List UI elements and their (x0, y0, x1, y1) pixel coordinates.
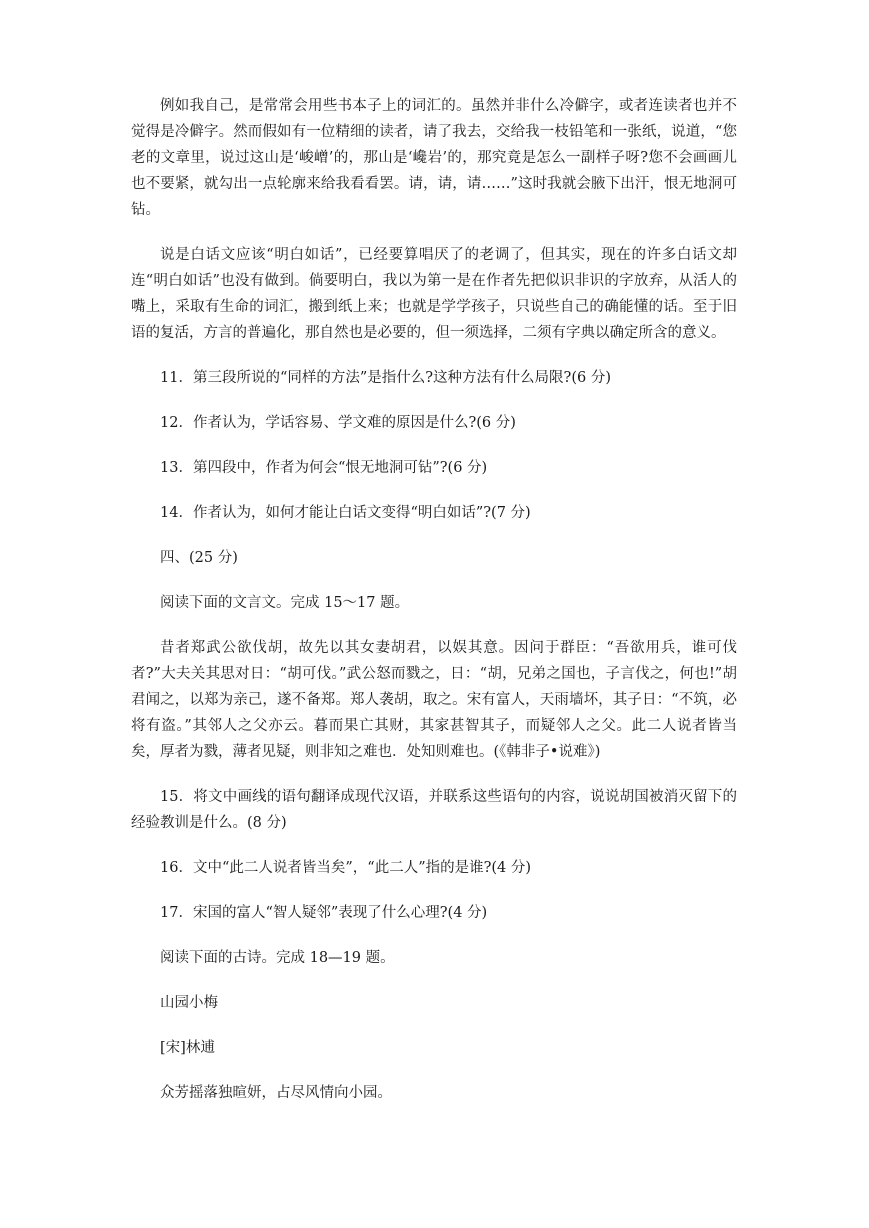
passage-paragraph-1: 例如我自己，是常常会用些书本子上的词汇的。虽然并非什么冷僻字，或者连读者也并不觉得是冷僻字。然而假如有一位精细的读者，请了我去，交给我一枝铅笔和一张纸，说道，“您老的文章里，说过这山是‘峻嶒’的，那山是‘巉岩’的，那究竟是怎么一副样子呀?您不会画画儿也不要紧，就勾出一点轮廓来给我看看罢。请，请，请……”这时我就会腋下出汗，恨无地洞可钻。 (131, 98, 737, 218)
passage-paragraph-2: 说是白话文应该“明白如话”，已经要算唱厌了的老调了，但其实，现在的许多白话文却连“明白如话”也没有做到。倘要明白，我以为第一是在作者先把似识非识的字放弃，从活人的嘴上，采取有生命的词汇，搬到纸上来；也就是学学孩子，只说些自己的确能懂的话。至于旧语的复活，方言的普遍化，那自然也是必要的，但一须选择，二须有字典以确定所含的意义。 (131, 247, 737, 341)
classical-text: 昔者郑武公欲伐胡，故先以其女妻胡君，以娱其意。因问于群臣：“吾欲用兵，谁可伐者?”大夫关其思对日：“胡可伐。”武公怒而戮之，日：“胡，兄弟之国也，子言伐之，何也!”胡君闻之，以郑为亲己，遂不备郑。郑人袭胡，取之。宋有富人，天雨墙坏，其子日：“不筑，必将有盗。”其邻人之父亦云。暮而果亡其财，其家甚智其子，而疑邻人之父。此二人说者皆当矣，厚者为戮，薄者见疑，则非知之难也．处知则难也。(《韩非子•说难》) (131, 640, 737, 760)
question-14: 14．作者认为，如何才能让白话文变得“明白如话”?(7 分) (160, 505, 531, 521)
question-13: 13．第四段中，作者为何会“恨无地洞可钻”?(6 分) (160, 460, 488, 476)
question-12: 12．作者认为，学话容易、学文难的原因是什么?(6 分) (160, 415, 516, 431)
question-17: 17．宋国的富人“智人疑邻”表现了什么心理?(4 分) (160, 905, 488, 921)
question-15: 15．将文中画线的语句翻译成现代汉语，并联系这些语句的内容，说说胡国被消灭留下的经验教训是什么。(8 分) (131, 789, 737, 831)
poem-instruction: 阅读下面的古诗。完成 18—19 题。 (160, 950, 395, 966)
question-11: 11．第三段所说的“同样的方法”是指什么?这种方法有什么局限?(6 分) (160, 370, 611, 386)
poem-title: 山园小梅 (160, 995, 218, 1011)
poem-author: [宋]林逋 (160, 1040, 215, 1056)
question-16: 16．文中“此二人说者皆当矣”，“此二人”指的是谁?(4 分) (160, 860, 532, 876)
document-page (131, 93, 737, 1106)
poem-line-1: 众芳摇落独暄妍，占尽风情向小园。 (160, 1085, 392, 1101)
section-instruction: 阅读下面的文言文。完成 15～17 题。 (160, 595, 410, 611)
section-heading: 四、(25 分) (160, 550, 238, 566)
